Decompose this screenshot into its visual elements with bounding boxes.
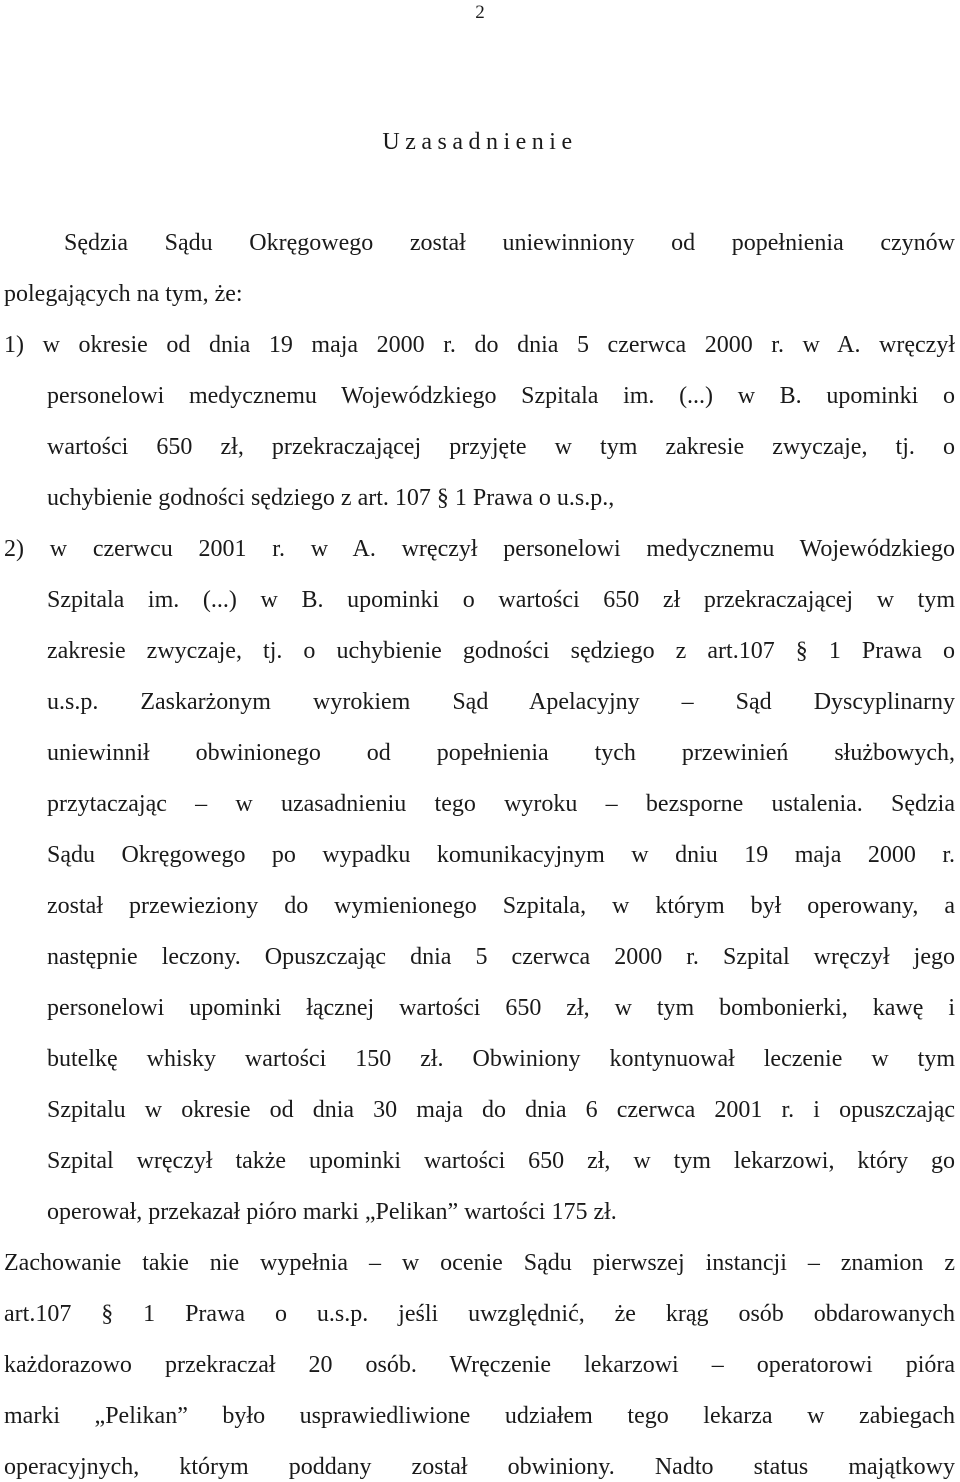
text-line: butelkę whisky wartości 150 zł. Obwiniony kontynuował leczenie w tym bbox=[47, 1046, 955, 1072]
text-line: Sądu Okręgowego po wypadku komunikacyjnym w dniu 19 maja 2000 r. bbox=[47, 842, 955, 868]
text-line: uniewinnił obwinionego od popełnienia tych przewinień służbowych, bbox=[47, 740, 955, 766]
text-line: każdorazowo przekraczał 20 osób. Wręczenie lekarzowi – operatorowi pióra bbox=[4, 1352, 955, 1378]
document-heading: Uzasadnienie bbox=[382, 129, 578, 155]
text-line: został przewieziony do wymienionego Szpitala, w którym był operowany, a bbox=[47, 893, 955, 919]
text-line: Szpitalu w okresie od dnia 30 maja do dnia 6 czerwca 2001 r. i opuszczając bbox=[47, 1097, 955, 1123]
text-line: operacyjnych, którym poddany został obwiniony. Nadto status majątkowy bbox=[4, 1454, 955, 1480]
text-line: marki „Pelikan” było usprawiedliwione udziałem tego lekarza w zabiegach bbox=[4, 1403, 955, 1429]
text-line: przytaczając – w uzasadnieniu tego wyroku – bezsporne ustalenia. Sędzia bbox=[47, 791, 955, 817]
text-line: 1) w okresie od dnia 19 maja 2000 r. do dnia 5 czerwca 2000 r. w A. wręczył bbox=[4, 332, 955, 358]
text-line: art.107 § 1 Prawa o u.s.p. jeśli uwzględnić, że krąg osób obdarowanych bbox=[4, 1301, 955, 1327]
text-line: Zachowanie takie nie wypełnia – w ocenie Sądu pierwszej instancji – znamion z bbox=[4, 1250, 955, 1276]
page-number: 2 bbox=[475, 2, 485, 23]
text-line: Sędzia Sądu Okręgowego został uniewinniony od popełnienia czynów bbox=[64, 230, 955, 256]
text-line: Szpitala im. (...) w B. upominki o wartości 650 zł przekraczającej w tym bbox=[47, 587, 955, 613]
text-line: Szpital wręczył także upominki wartości 650 zł, w tym lekarzowi, który go bbox=[47, 1148, 955, 1174]
text-line: personelowi medycznemu Wojewódzkiego Szpitala im. (...) w B. upominki o bbox=[47, 383, 955, 409]
text-line: u.s.p. Zaskarżonym wyrokiem Sąd Apelacyjny – Sąd Dyscyplinarny bbox=[47, 689, 955, 715]
text-line: wartości 650 zł, przekraczającej przyjęte w tym zakresie zwyczaje, tj. o bbox=[47, 434, 955, 460]
text-line: operował, przekazał pióro marki „Pelikan” wartości 175 zł. bbox=[47, 1199, 617, 1225]
text-line: następnie leczony. Opuszczając dnia 5 czerwca 2000 r. Szpital wręczył jego bbox=[47, 944, 955, 970]
text-line: polegających na tym, że: bbox=[4, 281, 243, 307]
text-line: personelowi upominki łącznej wartości 650 zł, w tym bombonierki, kawę i bbox=[47, 995, 955, 1021]
text-line: zakresie zwyczaje, tj. o uchybienie godności sędziego z art.107 § 1 Prawa o bbox=[47, 638, 955, 664]
text-line: 2) w czerwcu 2001 r. w A. wręczył personelowi medycznemu Wojewódzkiego bbox=[4, 536, 955, 562]
text-line: uchybienie godności sędziego z art. 107 § 1 Prawa o u.s.p., bbox=[47, 485, 615, 511]
